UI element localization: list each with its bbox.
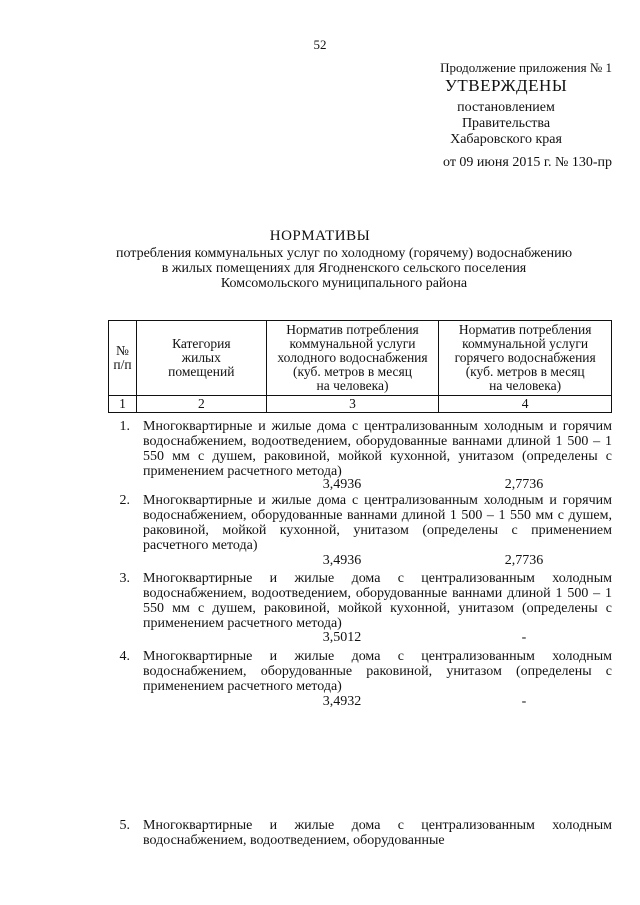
- header-text: (куб. метров в месяц: [465, 364, 585, 379]
- row-number: 1.: [119, 419, 130, 434]
- header-text: холодного водоснабжения: [277, 350, 428, 365]
- approved-heading: УТВЕРЖДЕНЫ: [444, 76, 568, 95]
- header-text: на человека): [316, 378, 389, 393]
- cold-water-value: 3,4932: [322, 694, 362, 709]
- column-number: 4: [439, 396, 612, 413]
- header-cold-water: [266, 321, 439, 396]
- row-number: 4.: [119, 649, 130, 664]
- header-text: Категория: [172, 336, 231, 351]
- cold-water-value: 3,4936: [322, 477, 362, 492]
- hot-water-value: -: [521, 694, 527, 709]
- header-text: коммунальной услуги: [289, 336, 416, 351]
- header-text: (куб. метров в месяц: [293, 364, 412, 379]
- header-category: [136, 321, 266, 396]
- hot-water-value: 2,7736: [504, 553, 544, 568]
- row-category-text: Многоквартирные и жилые дома с централизованным холодным водоснабжением, водоотведением, оборудованные ваннами длиной 1 500 – 1 550 мм с душем, раковиной, мойкой кухонной, унитазом (определены с применением расчетного метода): [143, 571, 612, 631]
- approval-line-3: Хабаровского края: [450, 132, 562, 147]
- column-number: 1: [109, 396, 137, 413]
- document-subtitle: [80, 246, 608, 291]
- row-number: 5.: [119, 818, 130, 833]
- approval-date: от 09 июня 2015 г. № 130-пр: [443, 155, 612, 170]
- header-text: коммунальной услуги: [462, 336, 589, 351]
- cold-water-value: 3,5012: [322, 630, 362, 645]
- header-number: [109, 321, 137, 396]
- row-number: 2.: [119, 493, 130, 508]
- header-text: жилых: [181, 350, 221, 365]
- approval-line-1: постановлением: [457, 100, 555, 115]
- header-text: горячего водоснабжения: [454, 350, 596, 365]
- header-text: Норматив потребления: [458, 322, 592, 337]
- page-number: 52: [313, 37, 327, 52]
- header-text: Норматив потребления: [286, 322, 419, 337]
- row-category-text: Многоквартирные и жилые дома с централизованным холодным и горячим водоснабжением, водоотведением, оборудованные ваннами длиной 1 500 – 1 550 мм с душем, раковиной, мойкой кухонной, унитазом (определены с применением расчетного метода): [143, 419, 612, 479]
- column-number: 3: [266, 396, 439, 413]
- approval-line-2: Правительства: [461, 116, 551, 131]
- cold-water-value: 3,4936: [322, 553, 362, 568]
- subtitle-line: в жилых помещениях для Ягодненского сельского поселения: [161, 261, 527, 276]
- document-title: НОРМАТИВЫ: [269, 228, 371, 244]
- subtitle-line: потребления коммунальных услуг по холодному (горячему) водоснабжению: [115, 246, 573, 261]
- subtitle-line: Комсомольского муниципального района: [220, 276, 468, 291]
- hot-water-value: -: [521, 630, 527, 645]
- header-text: на человека): [489, 378, 562, 393]
- row-category-text: Многоквартирные и жилые дома с централизованным холодным и горячим водоснабжением, оборудованные ваннами длиной 1 500 – 1 550 мм с душем, раковиной, мойкой кухонной, унитазом (определены с применением расчетного метода): [143, 493, 612, 553]
- header-text: п/п: [113, 357, 132, 372]
- approval-block: [400, 60, 612, 171]
- continuation-note: Продолжение приложения № 1: [440, 60, 612, 75]
- norms-table-header: [108, 320, 612, 413]
- hot-water-value: 2,7736: [504, 477, 544, 492]
- row-category-text: Многоквартирные и жилые дома с централизованным холодным водоснабжением, водоотведением, оборудованные: [143, 818, 612, 848]
- header-text: помещений: [168, 364, 235, 379]
- row-number: 3.: [119, 571, 130, 586]
- header-hot-water: [439, 321, 612, 396]
- header-text: №: [116, 343, 129, 358]
- row-category-text: Многоквартирные и жилые дома с централизованным холодным водоснабжением, оборудованные раковиной, унитазом (определены с применением расчетного метода): [143, 649, 612, 694]
- column-number: 2: [136, 396, 266, 413]
